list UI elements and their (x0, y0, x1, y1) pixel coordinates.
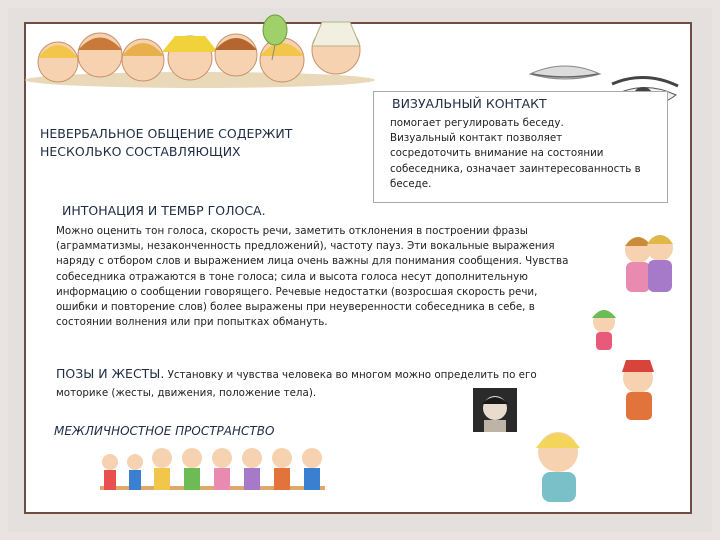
text-line: Можно оценить тон голоса, скорость речи, заметить отклонения в построении фразы (56, 225, 528, 237)
text-line: собеседника отражаются в тоне голоса; сила и высота голоса несут дополнительную (56, 270, 528, 283)
text-line: собеседника, означает заинтересованность в (390, 162, 641, 175)
poses-text: Установку и чувства человека во многом можно определить по его (164, 369, 537, 381)
poses-line: моторике (жесты, движения, положение тела). (56, 387, 317, 399)
main-heading-line: НЕСКОЛЬКО СОСТАВЛЯЮЩИХ (40, 144, 241, 159)
intonation-title: ИНТОНАЦИЯ И ТЕМБР ГОЛОСА. (62, 203, 266, 218)
text-line: ошибки и повторение слов) более выражены при неуверенности собеседника в себе, в (56, 301, 535, 314)
poses-section (56, 365, 596, 402)
text-line: (аграмматизмы, незаконченность предложений), частоту пауз. Эти вокальные выражения (56, 240, 555, 253)
two-girls-illustration (625, 235, 673, 292)
text-line: информацию о сообщении говорящего. Речевые недостатки (возросшая скорость речи, (56, 285, 538, 298)
poses-title: ПОЗЫ И ЖЕСТЫ. (56, 366, 165, 381)
text-line: помогает регулировать беседу. (390, 117, 564, 129)
intonation-text (56, 224, 596, 330)
kid-with-cap-illustration (622, 360, 654, 420)
text-line: Визуальный контакт позволяет (390, 132, 563, 145)
text-line: сосредоточить внимание на состоянии (390, 147, 604, 160)
main-heading-line: НЕВЕРБАЛЬНОЕ ОБЩЕНИЕ СОДЕРЖИТ (40, 126, 293, 141)
text-line: состоянии волнения или при попытках обмануть. (56, 316, 328, 329)
kids-holding-hands-illustration (100, 448, 325, 490)
interpersonal-space-title: МЕЖЛИЧНОСТНОЕ ПРОСТРАНСТВО (54, 424, 275, 438)
visual-contact-title: ВИЗУАЛЬНЫЙ КОНТАКТ (392, 96, 547, 111)
text-line: беседе. (390, 177, 432, 190)
main-heading (40, 125, 360, 161)
visual-contact-text (390, 116, 670, 192)
blonde-child-illustration (536, 432, 580, 502)
kids-illustration-top (25, 15, 375, 88)
text-line: наряду с отбором слов и выражением лица очень важны для понимания сообщения. Чувства (56, 255, 569, 268)
closed-eye-illustration (530, 66, 600, 79)
poses-line (56, 365, 596, 384)
